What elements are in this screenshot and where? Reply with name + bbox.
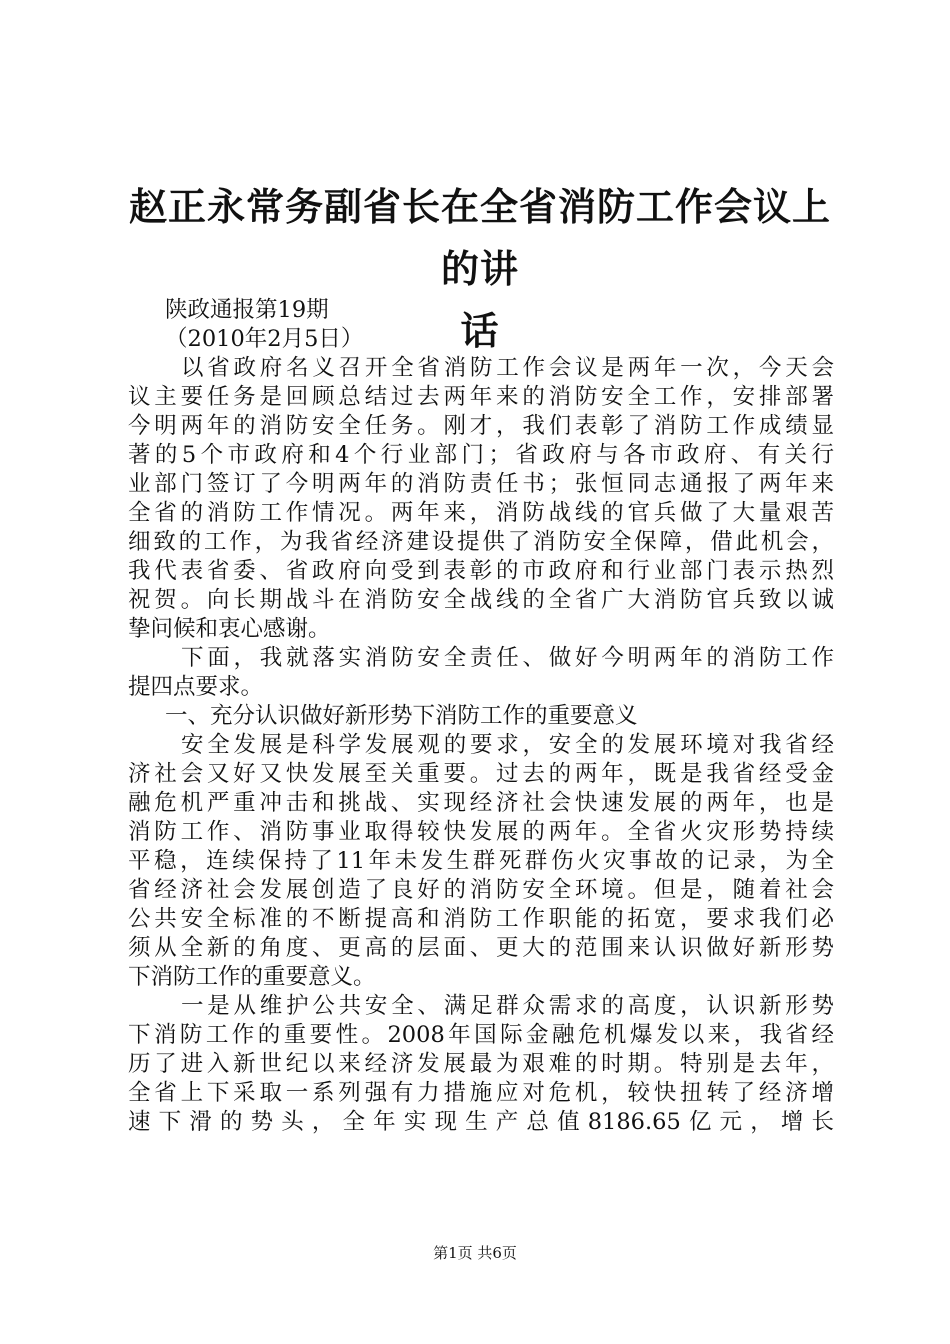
paragraph-line: 济社会又好又快发展至关重要。过去的两年，既是我省经受金 [128,761,834,787]
paragraph-line: 今明两年的消防安全任务。刚才，我们表彰了消防工作成绩显 [128,413,834,439]
paragraph-line: 速下滑的势头，全年实现生产总值8186.65亿元，增长 [128,1109,834,1135]
paragraph-line: 业部门签订了今明两年的消防责任书；张恒同志通报了两年来 [128,471,834,497]
paragraph-line: 我代表省委、省政府向受到表彰的市政府和行业部门表示热烈 [128,558,834,584]
paragraph-line: 融危机严重冲击和挑战、实现经济社会快速发展的两年，也是 [128,790,834,816]
paragraph-line: 一是从维护公共安全、满足群众需求的高度，认识新形势 [181,993,834,1019]
date-line: （2010年2月5日） [165,326,364,352]
paragraph-line: 消防工作、消防事业取得较快发展的两年。全省火灾形势持续 [128,819,834,845]
paragraph-line: 细致的工作，为我省经济建设提供了消防安全保障，借此机会， [128,529,834,555]
paragraph-line: 平稳，连续保持了11年未发生群死群伤火灾事故的记录，为全 [128,848,834,874]
paragraph-line: 下面，我就落实消防安全责任、做好今明两年的消防工作 [181,645,834,671]
paragraph-line: 下消防工作的重要意义。 [128,964,376,990]
paragraph-line: 提四点要求。 [128,674,264,700]
paragraph-line: 以省政府名义召开全省消防工作会议是两年一次，今天会 [181,355,834,381]
paragraph-line: 下消防工作的重要性。2008年国际金融危机爆发以来，我省经 [128,1022,834,1048]
paragraph-line: 安全发展是科学发展观的要求，安全的发展环境对我省经 [181,732,834,758]
paragraph-line: 全省的消防工作情况。两年来，消防战线的官兵做了大量艰苦 [128,500,834,526]
title-line-1: 赵正永常务副省长在全省消防工作会议上的讲 [128,185,831,291]
paragraph-line: 历了进入新世纪以来经济发展最为艰难的时期。特别是去年， [128,1051,834,1077]
paragraph-line: 全省上下采取一系列强有力措施应对危机，较快扭转了经济增 [128,1080,834,1106]
paragraph-line: 议主要任务是回顾总结过去两年来的消防安全工作，安排部署 [128,384,834,410]
paragraph-line: 省经济社会发展创造了良好的消防安全环境。但是，随着社会 [128,877,834,903]
page-number: 第1页 共6页 [433,1244,517,1262]
paragraph-line: 祝贺。向长期战斗在消防安全战线的全省广大消防官兵致以诚 [128,587,834,613]
title-line-2: 话 [460,309,500,353]
paragraph-line: 公共安全标准的不断提高和消防工作职能的拓宽，要求我们必 [128,906,834,932]
section-heading: 一、充分认识做好新形势下消防工作的重要意义 [165,703,638,729]
document-body [128,296,834,1137]
paragraph-line: 挚问候和衷心感谢。 [128,616,331,642]
paragraph-line: 著的5个市政府和4个行业部门；省政府与各市政府、有关行 [128,442,834,468]
issue-line: 陕政通报第19期 [165,297,329,323]
paragraph-line: 须从全新的角度、更高的层面、更大的范围来认识做好新形势 [128,935,834,961]
